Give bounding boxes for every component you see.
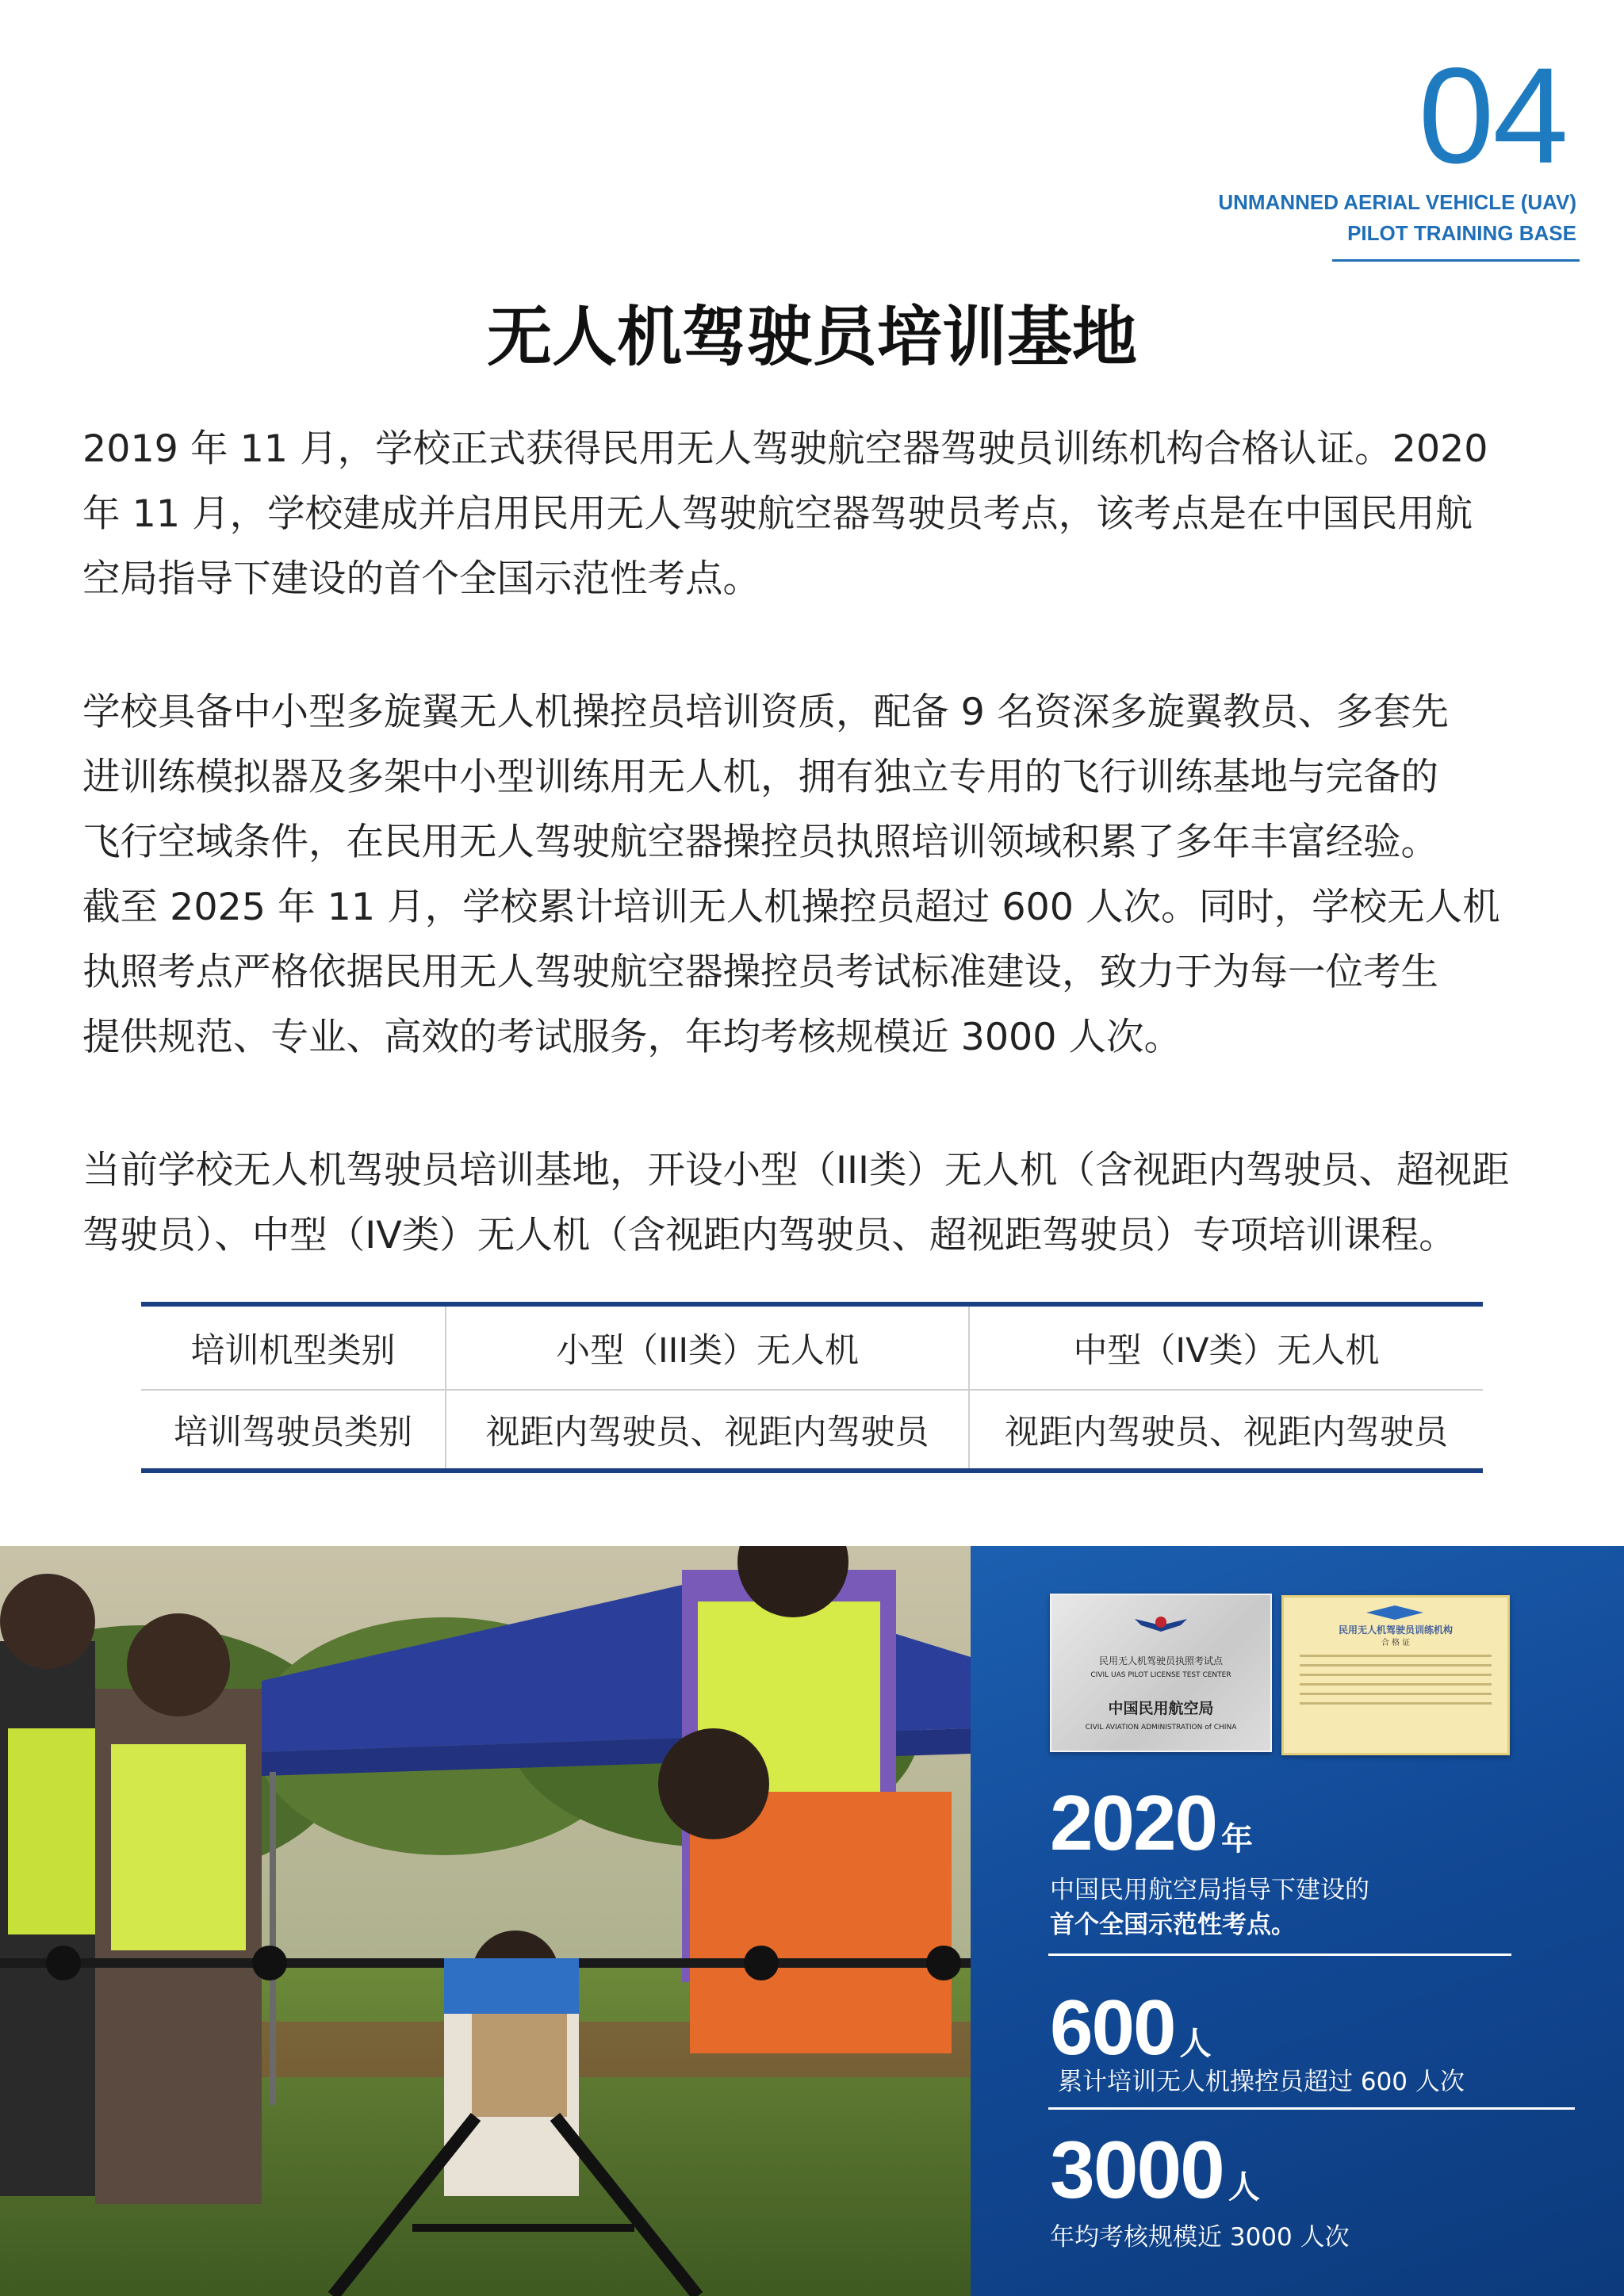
stat-divider xyxy=(1048,1954,1511,1956)
paragraph-line: 截至 2025 年 11 月，学校累计培训无人机操控员超过 600 人次。同时，学校无人机 xyxy=(82,886,1500,929)
stat-description xyxy=(1058,2064,1465,2099)
certificate-text: 中国民用航空局 xyxy=(1108,1700,1214,1717)
stat-unit: 人 xyxy=(1179,2026,1212,2061)
table-cell: 培训驾驶员类别 xyxy=(141,1390,446,1471)
certificate-text: CIVIL AVIATION ADMINISTRATION of CHINA xyxy=(1085,1724,1237,1732)
paragraph-line: 飞行空域条件，在民用无人驾驶航空器操控员执照培训领域积累了多年丰富经验。 xyxy=(82,821,1438,864)
stat-divider xyxy=(1048,2107,1575,2110)
english-title-line1: UNMANNED AERIAL VEHICLE (UAV) xyxy=(1218,190,1576,214)
paragraph-line: 提供规范、专业、高效的考试服务，年均考核规模近 3000 人次。 xyxy=(82,1016,1182,1059)
certificate-heading: 民用无人机驾驶员训练机构 xyxy=(1338,1624,1453,1636)
stats-panel xyxy=(971,1546,1624,2296)
table-row xyxy=(141,1304,1483,1390)
paragraph-2 xyxy=(82,680,1542,1070)
certificate-aopa xyxy=(1281,1595,1510,1755)
stat-desc-line: 中国民用航空局指导下建设的 xyxy=(1050,1876,1369,1904)
table-cell: 视距内驾驶员、视距内驾驶员 xyxy=(446,1390,969,1471)
paragraph-3 xyxy=(82,1138,1542,1269)
stat-description xyxy=(1050,1873,1369,1942)
paragraph-line: 当前学校无人机驾驶员培训基地，开设小型（III类）无人机（含视距内驾驶员、超视距 xyxy=(82,1149,1510,1192)
caac-emblem-icon xyxy=(1133,1608,1189,1644)
paragraph-line: 执照考点严格依据民用无人驾驶航空器操控员考试标准建设，致力于为每一位考生 xyxy=(82,951,1438,994)
stat-value: 2020 xyxy=(1050,1779,1217,1866)
stat-3000 xyxy=(1050,2125,1260,2215)
page-number: 04 xyxy=(1418,40,1567,192)
table-cell: 培训机型类别 xyxy=(141,1304,446,1390)
english-title xyxy=(1218,187,1576,249)
stat-2020 xyxy=(1050,1779,1254,1866)
aopa-logo-icon xyxy=(1366,1604,1423,1621)
paragraph-line: 学校具备中小型多旋翼无人机操控员培训资质，配备 9 名资深多旋翼教员、多套先 xyxy=(82,691,1449,734)
stat-600 xyxy=(1050,1984,1212,2071)
stat-desc-line-bold: 首个全国示范性考点。 xyxy=(1050,1911,1296,1939)
certificate-text: CIVIL UAS PILOT LICENSE TEST CENTER xyxy=(1090,1671,1231,1679)
stat-desc-line: 年均考核规模近 3000 人次 xyxy=(1050,2223,1350,2252)
table-row xyxy=(141,1390,1483,1471)
paragraph-line: 进训练模拟器及多架中小型训练用无人机，拥有独立专用的飞行训练基地与完备的 xyxy=(82,756,1438,799)
stat-value: 3000 xyxy=(1050,2125,1224,2215)
certificate-text-lines xyxy=(1300,1655,1492,1712)
stat-description xyxy=(1050,2220,1350,2255)
stat-unit: 人 xyxy=(1228,2170,1260,2205)
stat-desc-line: 累计培训无人机操控员超过 600 人次 xyxy=(1058,2068,1465,2096)
paragraph-line: 2019 年 11 月，学校正式获得民用无人驾驶航空器驾驶员训练机构合格认证。2020 xyxy=(82,427,1488,471)
certificate-text: 民用无人机驾驶员执照考试点 xyxy=(1098,1655,1223,1667)
stat-value: 600 xyxy=(1050,1984,1175,2071)
certificate-subheading: 合 格 证 xyxy=(1381,1639,1411,1647)
paragraph-1 xyxy=(82,417,1542,612)
training-table xyxy=(141,1302,1483,1473)
paragraph-line: 空局指导下建设的首个全国示范性考点。 xyxy=(82,557,760,601)
page-title: 无人机驾驶员培训基地 xyxy=(486,300,1137,375)
table-cell: 中型（IV类）无人机 xyxy=(969,1304,1483,1390)
certificate-plaque-caac xyxy=(1050,1594,1272,1752)
table-cell: 小型（III类）无人机 xyxy=(446,1304,969,1390)
english-title-line2: PILOT TRAINING BASE xyxy=(1347,221,1576,245)
stat-unit: 年 xyxy=(1221,1822,1254,1857)
paragraph-line: 年 11 月，学校建成并启用民用无人驾驶航空器驾驶员考点，该考点是在中国民用航 xyxy=(82,492,1473,536)
paragraph-line: 驾驶员）、中型（IV类）无人机（含视距内驾驶员、超视距驾驶员）专项培训课程。 xyxy=(82,1214,1457,1257)
header-divider xyxy=(1332,259,1580,262)
table-cell: 视距内驾驶员、视距内驾驶员 xyxy=(969,1390,1483,1471)
training-photo xyxy=(0,1546,971,2296)
